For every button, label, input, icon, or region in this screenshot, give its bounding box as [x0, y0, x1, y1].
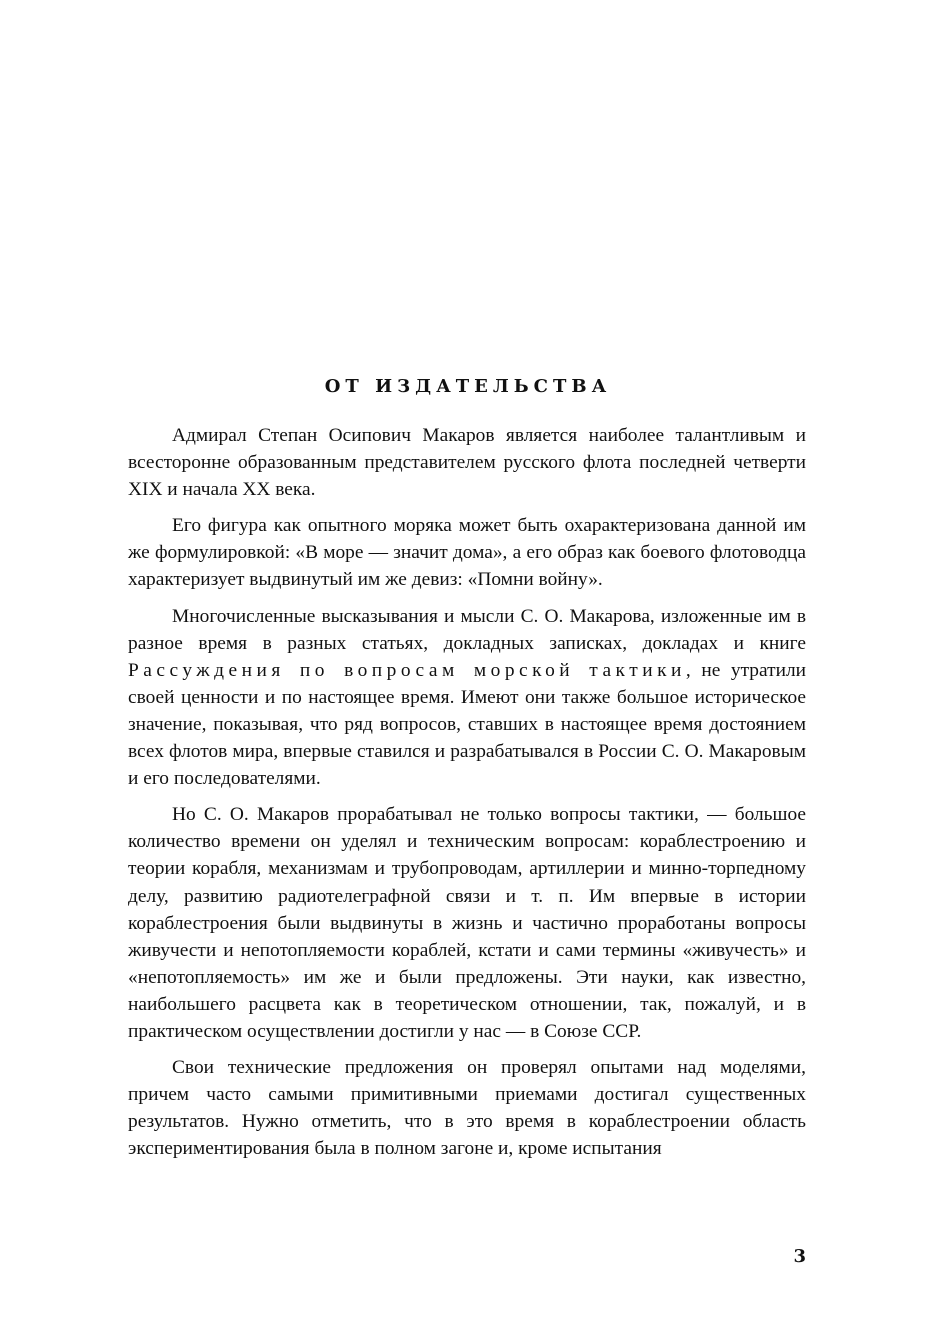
paragraph-5: Свои технические предложения он проверял опытами над моделями, причем часто самыми примитивными приемами достигал существенных результатов. Нужно отметить, что в это время в кораблестроении область экспериментирования была в полном загоне и, кроме испытания — [128, 1057, 806, 1160]
paragraph-3-rest: , не утратили своей ценности и по настоящее время. Имеют они также большое историческое значение, показывая, что ряд вопросов, ставших в настоящее время достоянием всех флотов мира, впервые ставился и разрабатывался в России С. О. Макаровым и его последователями. — [128, 659, 807, 790]
page-number: 3 — [793, 1246, 806, 1267]
section-heading: ОТ ИЗДАТЕЛЬСТВА — [324, 376, 612, 397]
paragraph-3 — [128, 603, 806, 793]
paragraph-4: Но С. О. Макаров прорабатывал не только вопросы тактики, — большое количество времени он уделял и техническим вопросам: кораблестроению и теории корабля, механизмам и трубопроводам, артиллерии и минно-торпедному делу, развитию радиотелеграфной связи и т. п. Им впервые в истории кораблестроения были выдвинуты в жизнь и частично проработаны вопросы живучести и непотопляемости кораблей, кстати и сами термины «живучесть» и «непотопляемость» им же и были предложены. Эти науки, как известно, наибольшего расцвета как в теоретическом отношении, так, пожалуй, и в практическом осуществлении достигли у нас — в Союзе ССР. — [128, 804, 806, 1042]
paragraph-2: Его фигура как опытного моряка может быть охарактеризована данной им же формулировкой: «В море — значит дома», а его образ как боевого флотоводца характеризует выдвинутый им же девиз: «Помни войну». — [128, 515, 806, 591]
paragraph-1: Адмирал Степан Осипович Макаров является наиболее талантливым и всесторонне образованным представителем русского флота последней четверти XIX и начала XX века. — [128, 425, 806, 501]
book-title-spaced: Рассуждения по вопросам морской тактики — [128, 659, 686, 681]
body-text — [128, 422, 806, 1171]
paragraph-3-lead: Многочисленные высказывания и мысли С. О. Макарова, изложенные им в разное время в разных статьях, докладных записках, докладах и книге — [128, 605, 806, 654]
